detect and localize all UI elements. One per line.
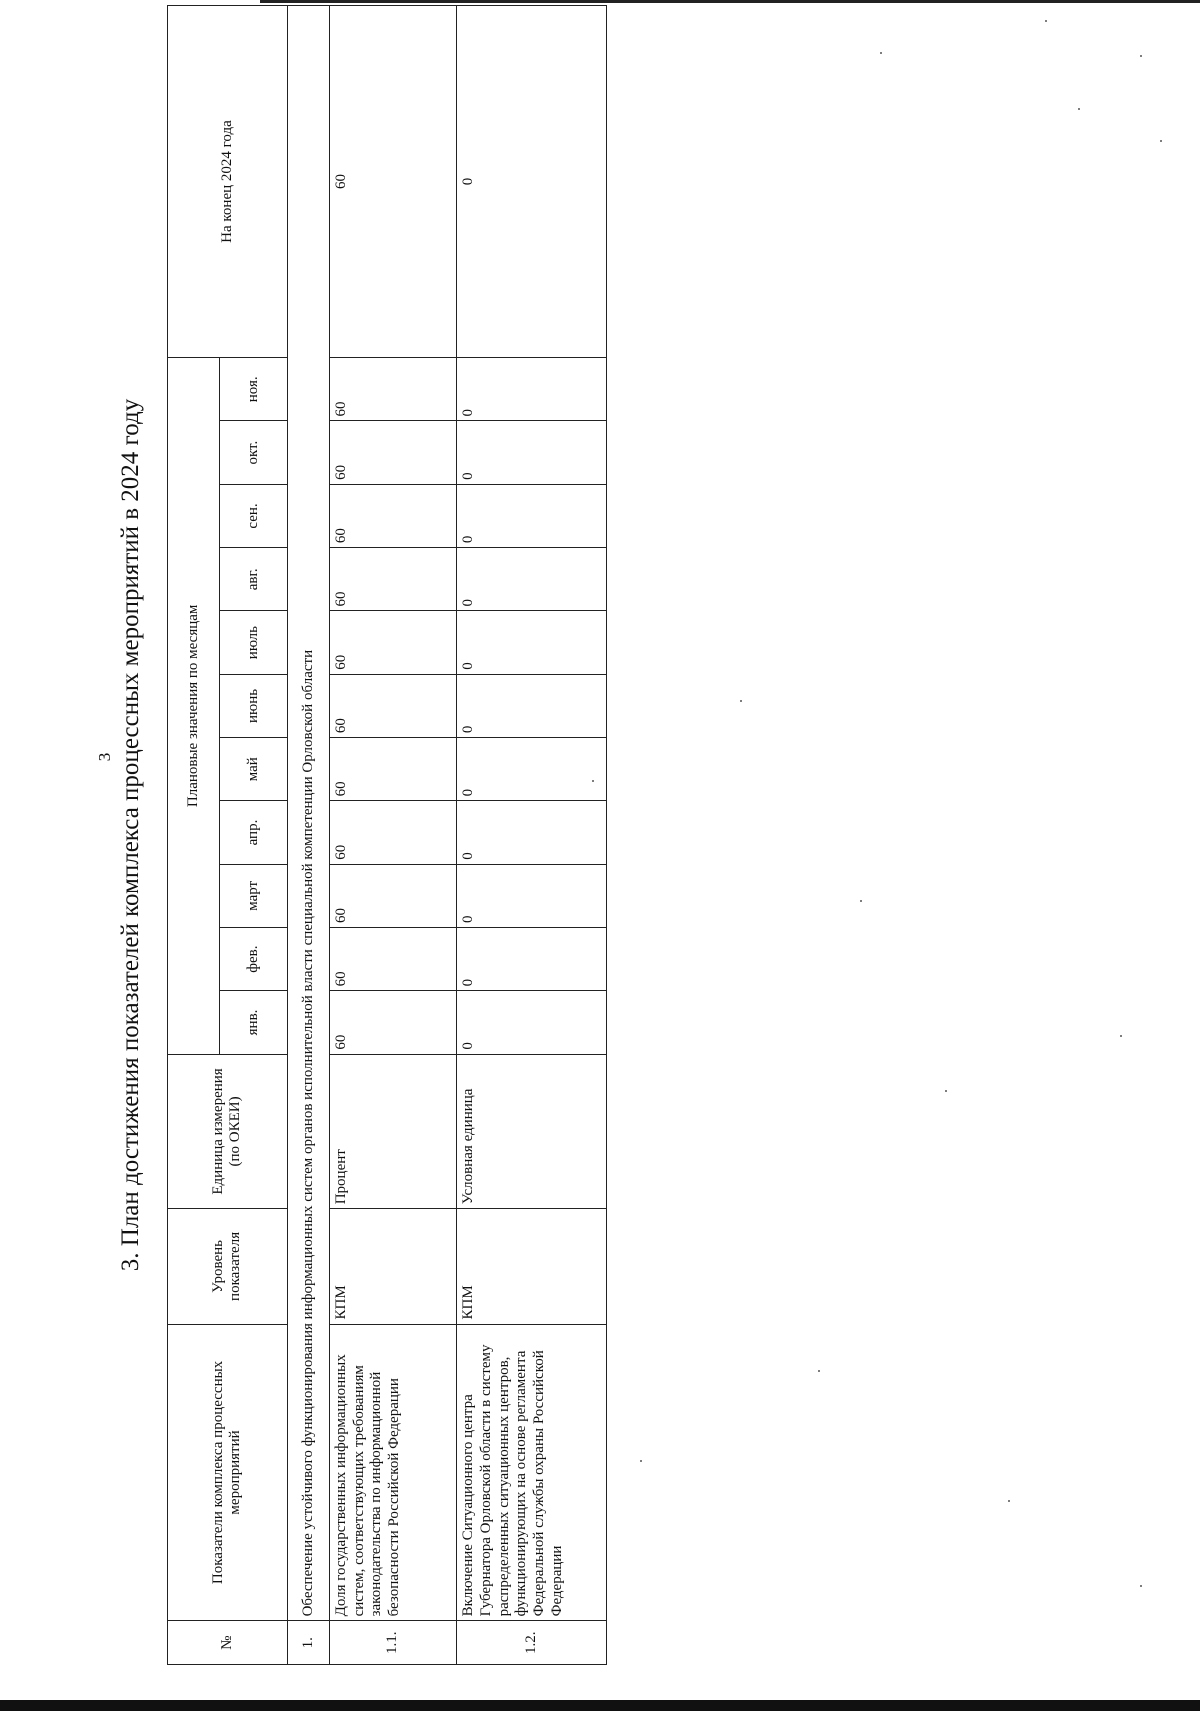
row-month-value: 60 [330,611,457,674]
row-indicator: Включение Ситуационного центра Губернатора Орловской области в систему распределенных ситуационных центров, функционирующих на основе регламента Федеральной службы охраны Российской Федерации [457,1324,607,1621]
header-num: № [168,1621,288,1665]
header-month: янв. [220,991,287,1054]
row-month-value: 60 [330,801,457,864]
row-month-value: 60 [330,484,457,547]
row-month-value: 0 [457,991,607,1054]
row-month-value: 0 [457,674,607,737]
scan-speck [1008,1500,1010,1502]
header-indicator: Показатели комплекса процессных мероприятий [168,1324,288,1621]
header-month: окт. [220,421,287,484]
scan-speck [860,900,862,902]
row-num: 1.1. [330,1621,457,1665]
row-month-value: 60 [330,864,457,927]
header-monthly-group: Плановые значения по месяцам [168,358,220,1055]
scan-speck [1078,108,1080,110]
row-month-value: 60 [330,358,457,421]
row-month-value: 0 [457,611,607,674]
header-year-end: На конец 2024 года [168,6,288,358]
header-month: апр. [220,801,287,864]
scan-speck [1045,20,1047,22]
row-month-value: 0 [457,864,607,927]
rotated-page-content [95,5,655,1665]
row-unit: Условная единица [457,1054,607,1209]
table-row [330,6,457,1665]
row-month-value: 0 [457,484,607,547]
header-month: фев. [220,928,287,991]
row-month-value: 60 [330,548,457,611]
scan-speck [880,52,882,54]
row-year-end: 0 [457,6,607,358]
row-month-value: 0 [457,928,607,991]
header-month: июль [220,611,287,674]
scan-edge-top [260,0,1200,3]
row-unit: Процент [330,1054,457,1209]
header-row-top [168,6,220,1665]
section-num: 1. [287,1621,329,1665]
row-month-value: 0 [457,421,607,484]
header-unit: Единица измерения (по ОКЕИ) [168,1054,288,1209]
scan-speck [740,700,742,702]
row-year-end: 60 [330,6,457,358]
header-month: ноя. [220,358,287,421]
table-row [457,6,607,1665]
header-month: март [220,864,287,927]
row-month-value: 0 [457,358,607,421]
row-indicator: Доля государственных информационных систем, соответствующих требованиям законодательства по информационной безопасности Российской Федерации [330,1324,457,1621]
header-level: Уровень показателя [168,1209,288,1324]
header-month: май [220,738,287,801]
header-month: июнь [220,674,287,737]
header-month: сен. [220,484,287,547]
row-month-value: 60 [330,674,457,737]
section-title: Обеспечение устойчивого функционирования информационных систем органов исполнительной власти специальной компетенции Орловской области [287,6,329,1621]
row-num: 1.2. [457,1621,607,1665]
row-month-value: 60 [330,738,457,801]
scan-edge-bottom [0,1700,1200,1711]
scan-speck [818,1370,820,1372]
section-row [287,6,329,1665]
indicators-plan-table [167,5,607,1665]
page-number: 3 [95,752,114,762]
document-title: 3. План достижения показателей комплекса процессных мероприятий в 2024 году [117,398,144,1272]
header-month: авг. [220,548,287,611]
scan-speck [1140,1585,1142,1587]
row-month-value: 0 [457,738,607,801]
scan-speck [1160,140,1162,142]
scan-speck [945,1090,947,1092]
scan-speck [1120,1035,1122,1037]
scan-speck [1140,55,1142,57]
row-month-value: 0 [457,548,607,611]
row-month-value: 0 [457,801,607,864]
row-month-value: 60 [330,991,457,1054]
row-level: КПМ [457,1209,607,1324]
row-level: КПМ [330,1209,457,1324]
row-month-value: 60 [330,928,457,991]
row-month-value: 60 [330,421,457,484]
